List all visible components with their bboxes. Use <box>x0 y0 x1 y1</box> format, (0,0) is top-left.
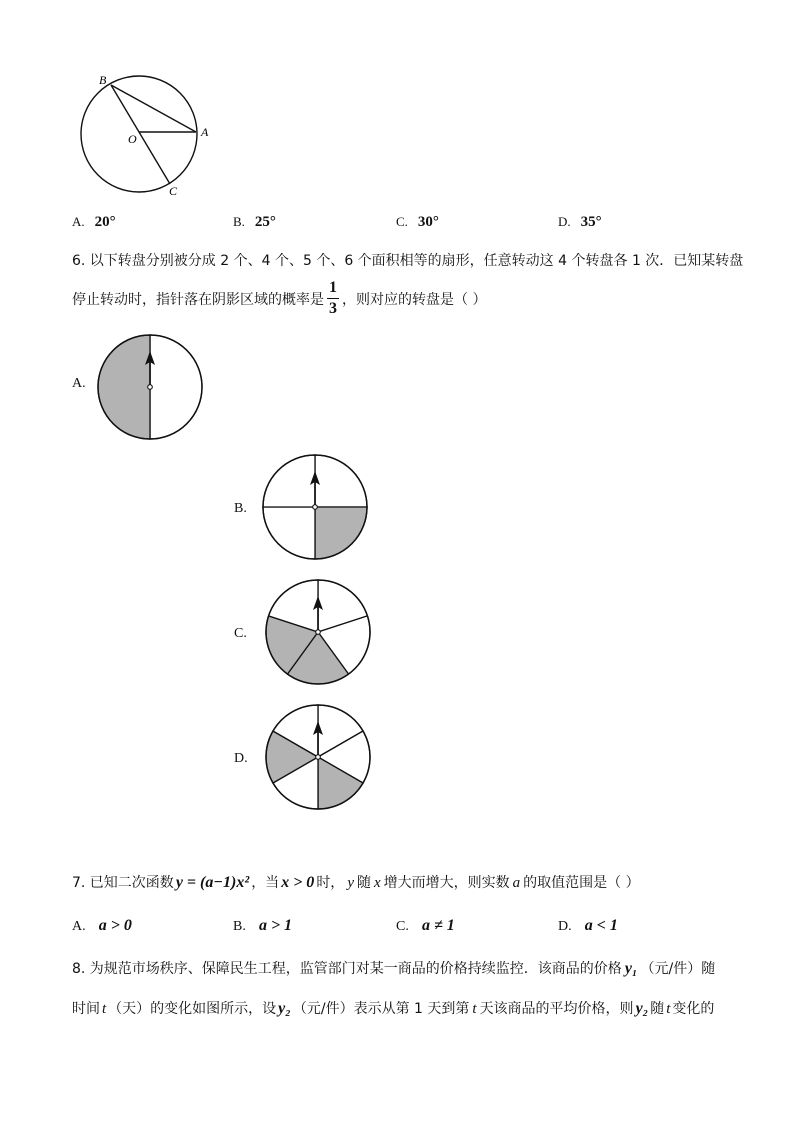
probability-fraction <box>327 280 339 317</box>
fraction-numerator: 1 <box>327 280 339 299</box>
q7-prefix: 7. 已知二次函数 <box>72 875 174 891</box>
q5-option-c[interactable] <box>396 214 439 231</box>
spinner-sectors <box>263 455 367 559</box>
circle-geometry-figure <box>78 72 218 197</box>
pivot-hub <box>313 505 318 510</box>
spinner-sectors <box>266 705 370 809</box>
var-x: x <box>373 875 381 891</box>
circle-outline <box>81 76 197 192</box>
q8-stem-line2 <box>72 998 714 1018</box>
var-y1: y₁ <box>624 960 638 977</box>
var-y: y <box>347 875 354 891</box>
spinner-a[interactable] <box>96 333 204 441</box>
q6-line2-after: ，则对应的转盘是（ ） <box>342 291 487 308</box>
option-value: 25° <box>254 214 276 230</box>
q6-stem-line1: 6. 以下转盘分别被分成 2 个、4 个、5 个、6 个面积相等的扇形，任意转动这 4 个转盘各 1 次．已知某转盘 <box>72 253 744 269</box>
pivot-hub <box>316 755 321 760</box>
var-t: t <box>102 1001 107 1017</box>
q6-line2-before: 停止转动时，指针落在阴影区域的概率是 <box>72 291 324 308</box>
q7-mid1: ，当 <box>251 875 280 891</box>
spinner-c[interactable] <box>264 578 372 686</box>
q7-mid4: 增大而增大，则实数 <box>383 875 510 891</box>
option-value: 20° <box>94 214 116 230</box>
q8-line2-a: 时间 <box>72 1001 100 1017</box>
q8-stem-line1 <box>72 958 715 978</box>
var-y2: y₂ <box>278 1000 291 1017</box>
q7-suffix: 的取值范围是（ ） <box>523 875 640 891</box>
point-label-c: C <box>169 184 178 197</box>
var-t: t <box>472 1001 477 1017</box>
option-label: C. <box>396 919 409 934</box>
q8-line2-f: 变化的 <box>672 1001 715 1017</box>
var-y2: y₂ <box>635 1000 649 1017</box>
pivot-hub <box>316 630 321 635</box>
q8-line1-after: （元/件）随 <box>640 961 716 977</box>
q5-option-a[interactable] <box>72 214 116 231</box>
option-label: B. <box>233 919 246 934</box>
var-t: t <box>666 1001 671 1017</box>
option-value: 35° <box>580 214 602 230</box>
quadratic-formula: y = (a−1)x² <box>175 874 250 891</box>
chord-ba <box>111 85 196 132</box>
condition-x-positive: x > 0 <box>281 874 315 891</box>
option-label: C. <box>396 214 408 229</box>
option-label: B. <box>233 214 245 229</box>
point-label-o: O <box>128 132 137 146</box>
var-a: a <box>512 875 521 891</box>
option-value: 30° <box>417 214 439 230</box>
option-label: D. <box>558 919 572 934</box>
q6-stem-line2 <box>72 280 486 317</box>
q7-mid3: 随 <box>356 875 371 891</box>
option-label: A. <box>72 919 86 934</box>
chord-bc <box>111 85 170 184</box>
q8-line2-d: 天该商品的平均价格，则 <box>479 1001 634 1017</box>
fraction-denominator: 3 <box>329 300 337 317</box>
q7-option-a[interactable] <box>72 915 132 935</box>
option-value: a < 1 <box>584 917 618 934</box>
q6-choice-d-label: D. <box>234 751 248 766</box>
q7-option-c[interactable] <box>396 915 455 935</box>
option-label: D. <box>558 214 571 229</box>
shaded-sector <box>98 335 150 439</box>
q8-line2-e: 随 <box>650 1001 665 1017</box>
option-value: a ≠ 1 <box>421 917 455 934</box>
q8-line1-before: 8. 为规范市场秩序、保障民生工程，监管部门对某一商品的价格持续监控．该商品的价格 <box>72 961 622 977</box>
point-label-b: B <box>99 73 107 87</box>
option-value: a > 1 <box>258 917 293 934</box>
option-label: A. <box>72 214 85 229</box>
q7-mid2: 时， <box>316 875 345 891</box>
q7-option-b[interactable] <box>233 915 292 935</box>
sector <box>150 335 202 439</box>
spinner-sectors <box>98 335 202 439</box>
pivot-hub <box>148 385 153 390</box>
q7-option-d[interactable] <box>558 915 618 935</box>
q5-option-b[interactable] <box>233 214 276 231</box>
q8-line2-b: （天）的变化如图所示，设 <box>108 1001 277 1017</box>
q7-stem <box>72 872 640 892</box>
option-value: a > 0 <box>98 917 132 934</box>
q6-choice-a-label: A. <box>72 376 86 391</box>
q6-choice-b-label: B. <box>234 501 247 516</box>
spinner-b[interactable] <box>261 453 369 561</box>
q6-choice-c-label: C. <box>234 626 247 641</box>
spinner-sectors <box>266 580 370 684</box>
q5-option-d[interactable] <box>558 214 602 231</box>
q8-line2-c: （元/件）表示从第 1 天到第 <box>292 1001 470 1017</box>
point-label-a: A <box>201 125 209 139</box>
spinner-d[interactable] <box>264 703 372 811</box>
